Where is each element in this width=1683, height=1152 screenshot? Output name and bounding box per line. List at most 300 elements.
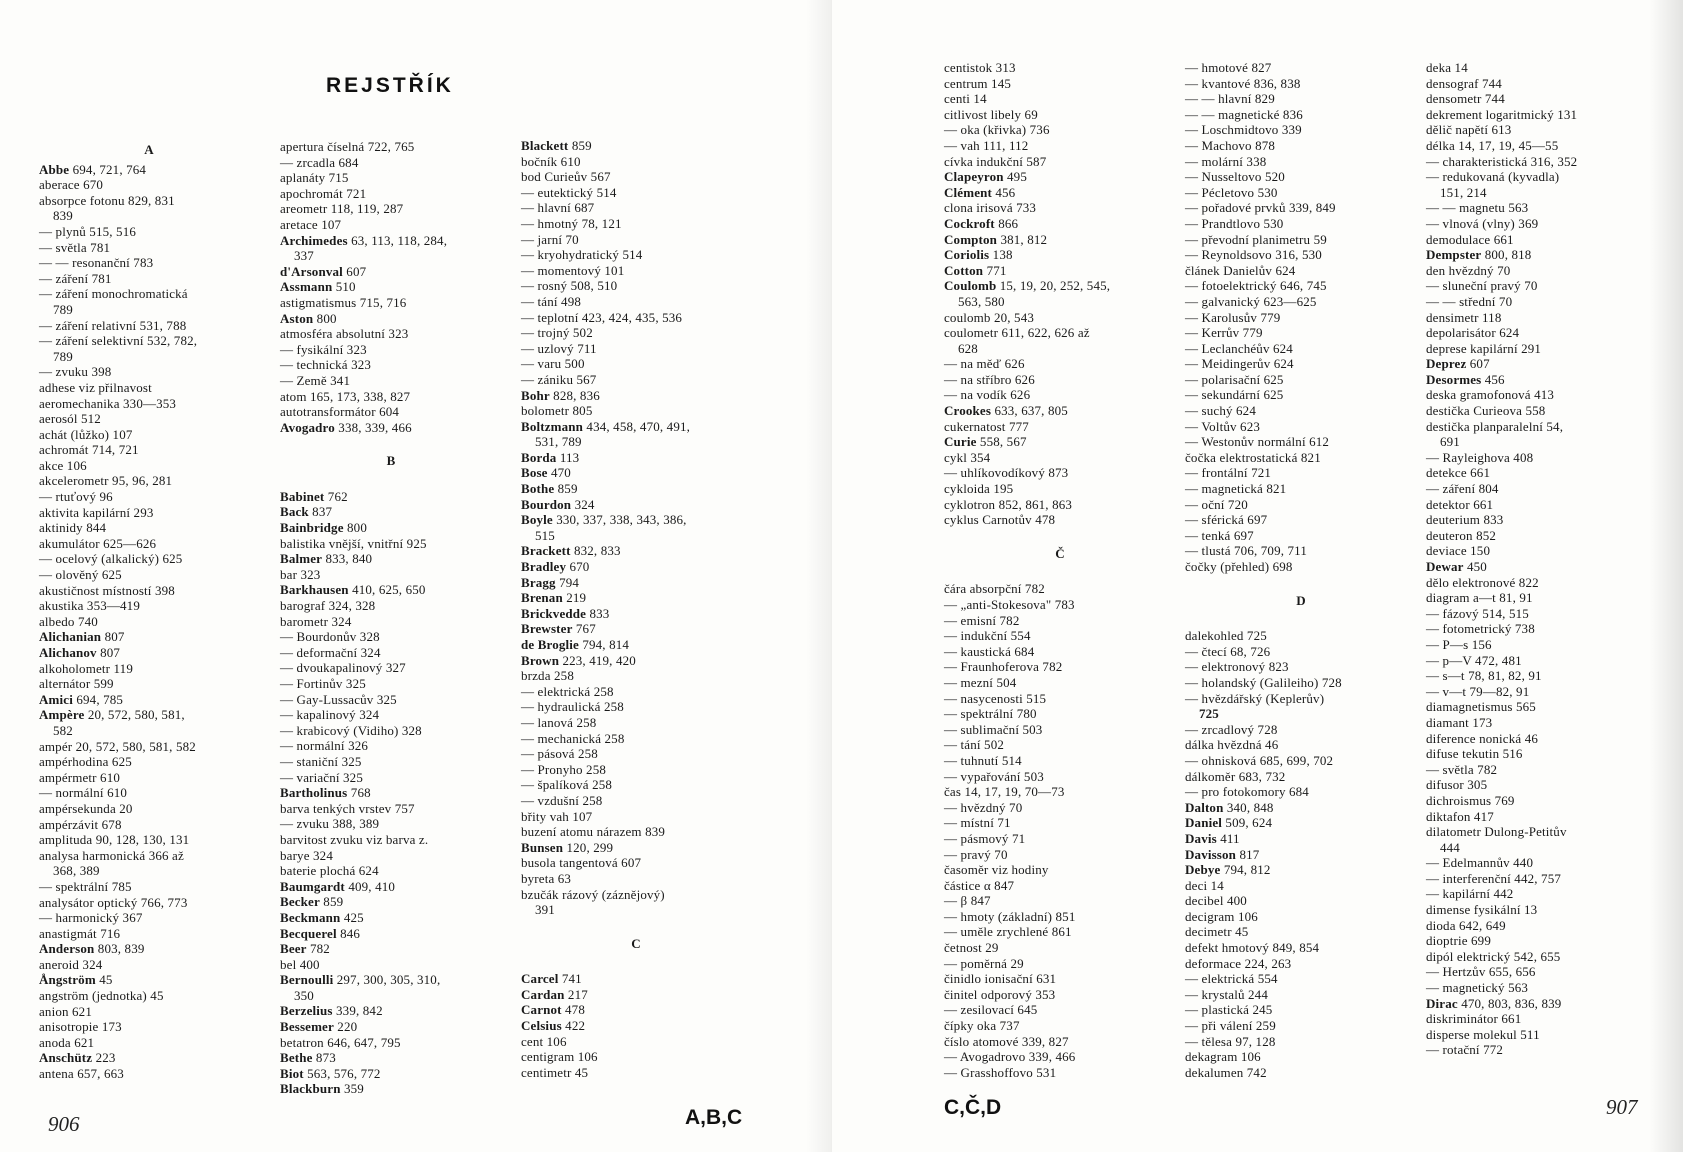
entry-name: Alichanian <box>39 629 102 645</box>
entry-name: Clément <box>944 184 992 200</box>
index-entry: — kaustická 684 <box>944 643 1035 659</box>
entry-pages: 434, 458, 470, 491, <box>583 418 691 434</box>
right-column-2 <box>1185 60 1417 1080</box>
index-entry: — — magnetu 563 <box>1426 200 1529 216</box>
index-entry: — „anti-Stokesova" 783 <box>944 597 1075 612</box>
index-entry: — — resonanční 783 <box>39 255 154 271</box>
entry-name: Celsius <box>521 1018 562 1034</box>
index-entry: — frontální 721 <box>1185 465 1272 481</box>
index-entry <box>39 707 259 723</box>
index-entry: — ohnisková 685, 699, 702 <box>1185 752 1334 768</box>
index-entry-continuation: 563, 580 <box>958 293 1005 309</box>
entry-pages: 782 <box>306 941 330 957</box>
index-entry: analysátor optický 766, 773 <box>39 894 188 910</box>
index-entry: cukernatost 777 <box>944 418 1029 434</box>
index-entry <box>521 575 751 591</box>
index-entry: anastigmát 716 <box>39 925 121 941</box>
entry-name: Davis <box>1185 830 1217 846</box>
index-entry: deka 14 <box>1426 60 1468 75</box>
entry-name: Aston <box>280 310 314 326</box>
index-entry <box>280 1066 502 1082</box>
entry-name: Daniel <box>1185 815 1223 831</box>
index-entry <box>944 278 1176 294</box>
index-entry <box>1426 996 1656 1012</box>
entry-name: Brown <box>521 652 560 668</box>
entry-pages: 425 <box>340 909 364 925</box>
index-entry: dálka hvězdná 46 <box>1185 737 1279 753</box>
index-entry <box>521 606 751 622</box>
entry-name: Amici <box>39 691 73 707</box>
entry-pages: 138 <box>989 247 1013 263</box>
entry-pages: 694, 785 <box>72 691 124 707</box>
spacer <box>944 565 1176 581</box>
index-entry <box>280 489 502 505</box>
index-entry: ampérhodina 625 <box>39 754 132 770</box>
index-entry: antena 657, 663 <box>39 1066 124 1082</box>
index-entry <box>280 279 502 295</box>
entry-name: Brackett <box>521 543 571 559</box>
index-entry: achromát 714, 721 <box>39 442 139 458</box>
index-entry: — staniční 325 <box>280 753 362 769</box>
index-entry: diference nonická 46 <box>1426 730 1539 746</box>
index-entry-continuation: 789 <box>53 301 73 317</box>
entry-pages: 817 <box>1236 846 1260 862</box>
entry-pages: 15, 19, 20, 252, 545, <box>996 278 1111 294</box>
index-entry <box>521 653 751 669</box>
index-entry: anion 621 <box>39 1003 92 1019</box>
index-entry <box>39 162 259 178</box>
entry-name: Boltzmann <box>521 418 584 434</box>
index-entry: čas 14, 17, 19, 70—73 <box>944 784 1065 800</box>
index-entry: bzučák rázový (záznějový) <box>521 886 665 902</box>
index-entry: — fázový 514, 515 <box>1426 605 1529 621</box>
index-title: REJSTŘÍK <box>326 74 454 97</box>
index-entry: amplituda 90, 128, 130, 131 <box>39 832 190 848</box>
entry-pages: 768 <box>347 785 371 801</box>
index-entry: — dvoukapalinový 327 <box>280 660 406 676</box>
entry-pages: 297, 300, 305, 310, <box>333 972 441 988</box>
index-entry: čočka elektrostatická 821 <box>1185 449 1321 465</box>
index-entry-continuation: 444 <box>1440 839 1460 855</box>
index-entry: aberace 670 <box>39 177 104 193</box>
index-entry: — plynů 515, 516 <box>39 223 137 239</box>
left-column-1 <box>39 140 259 1082</box>
index-entry: dimense fysikální 13 <box>1426 902 1538 918</box>
index-entry: aretace 107 <box>280 216 342 232</box>
entry-name: Bose <box>521 465 548 481</box>
index-entry: aneroid 324 <box>39 956 103 972</box>
index-entry: — světla 782 <box>1426 761 1498 777</box>
index-entry: — záření 804 <box>1426 481 1499 497</box>
index-entry: částice α 847 <box>944 877 1015 893</box>
index-entry: ampérzávit 678 <box>39 816 122 832</box>
index-entry: — Gay-Lussacův 325 <box>280 691 397 707</box>
index-entry: — olověný 625 <box>39 567 122 583</box>
spacer <box>1185 575 1417 591</box>
index-entry: čára absorpční 782 <box>944 581 1045 597</box>
index-entry: — zániku 567 <box>521 371 597 387</box>
entry-pages: 495 <box>1003 169 1027 185</box>
index-entry: akumulátor 625—626 <box>39 535 157 551</box>
entry-pages: 846 <box>336 925 361 941</box>
entry-name: Babinet <box>280 488 325 504</box>
index-entry: — hmoty (základní) 851 <box>944 908 1076 924</box>
index-entry: aktivita kapilární 293 <box>39 504 154 520</box>
entry-name: Crookes <box>944 403 992 419</box>
entry-pages: 324 <box>571 496 595 512</box>
index-entry: — světla 781 <box>39 239 111 255</box>
index-entry: — harmonický 367 <box>39 910 143 926</box>
entry-pages: 340, 848 <box>1223 799 1274 815</box>
index-entry: — fotometrický 738 <box>1426 621 1535 637</box>
index-entry: — pravý 70 <box>944 846 1008 862</box>
entry-pages: 410, 625, 650 <box>348 582 426 598</box>
entry-pages: 807 <box>96 645 121 660</box>
index-entry <box>521 971 751 987</box>
entry-name: Bunsen <box>521 839 564 855</box>
index-entry: atom 165, 173, 338, 827 <box>280 388 411 404</box>
index-entry: — rotační 772 <box>1426 1042 1504 1058</box>
index-entry: absorpce fotonu 829, 831 <box>39 192 175 208</box>
entry-pages: 670 <box>566 559 590 575</box>
index-entry: — fotoelektrický 646, 745 <box>1185 278 1327 294</box>
right-page <box>832 0 1683 1152</box>
entry-pages: 828, 836 <box>549 387 600 403</box>
index-entry <box>521 987 751 1003</box>
index-entry: — fysikální 323 <box>280 341 367 357</box>
index-entry: centigram 106 <box>521 1049 598 1065</box>
index-entry <box>1426 372 1656 388</box>
entry-pages: 217 <box>564 986 588 1002</box>
index-entry <box>944 185 1176 201</box>
entry-pages: 411 <box>1216 830 1240 846</box>
entry-pages: 767 <box>572 621 596 637</box>
index-entry: — hmotný 78, 121 <box>521 215 622 231</box>
index-entry <box>521 497 751 513</box>
entry-name: d'Arsonval <box>280 263 343 279</box>
index-entry <box>39 1050 259 1066</box>
index-entry <box>944 247 1176 263</box>
entry-pages: 866 <box>994 215 1019 231</box>
index-entry: bod Curieův 567 <box>521 169 611 185</box>
index-entry <box>280 972 502 988</box>
index-entry: — Reynoldsovo 316, 530 <box>1185 247 1322 263</box>
entry-pages: 563, 576, 772 <box>303 1065 381 1081</box>
entry-pages: 794, 814 <box>578 637 630 652</box>
index-entry: — Bourdonův 328 <box>280 629 380 645</box>
entry-pages: 633, 637, 805 <box>991 403 1068 419</box>
index-entry: centrum 145 <box>944 75 1011 91</box>
index-entry <box>521 543 751 559</box>
index-entry: — Karolusův 779 <box>1185 309 1281 325</box>
entry-name: Cotton <box>944 262 984 278</box>
index-entry: — uzlový 711 <box>521 340 597 356</box>
index-entry: coulomb 20, 543 <box>944 309 1034 325</box>
entry-name: Balmer <box>280 551 323 567</box>
index-entry-continuation: 515 <box>535 527 555 543</box>
index-entry: adhese viz přilnavost <box>39 379 152 395</box>
entry-name: Cockroft <box>944 215 995 231</box>
index-entry: ampér 20, 572, 580, 581, 582 <box>39 738 196 754</box>
entry-name: Blackett <box>521 138 569 153</box>
index-entry: — místní 71 <box>944 815 1011 831</box>
page-edge-shadow <box>1649 0 1683 1152</box>
index-entry: — Edelmannův 440 <box>1426 855 1534 871</box>
index-entry: demodulace 661 <box>1426 231 1514 247</box>
entry-name: Bourdon <box>521 496 572 512</box>
index-entry: deuteron 852 <box>1426 527 1497 543</box>
entry-pages: 20, 572, 580, 581, <box>84 707 185 723</box>
entry-pages: 832, 833 <box>570 543 621 559</box>
index-entry: destička planparalelní 54, <box>1426 418 1564 434</box>
entry-pages: 771 <box>983 262 1007 278</box>
index-entry-continuation: 391 <box>535 902 555 918</box>
right-column-3 <box>1426 60 1656 1058</box>
entry-pages: 509, 624 <box>1222 815 1273 831</box>
entry-pages: 456 <box>1481 371 1505 387</box>
entry-pages: 470, 803, 836, 839 <box>1457 995 1562 1011</box>
index-entry <box>280 1081 502 1097</box>
index-entry: alkoholometr 119 <box>39 660 133 676</box>
index-entry: — Leclanchéův 624 <box>1185 340 1293 356</box>
page-number-right: 907 <box>1606 1095 1638 1119</box>
entry-name: Becquerel <box>280 925 337 941</box>
entry-name: Dirac <box>1426 995 1458 1011</box>
index-entry: — Země 341 <box>280 372 351 388</box>
index-entry: cívka indukční 587 <box>944 153 1047 169</box>
index-entry: — převodní planimetru 59 <box>1185 231 1327 247</box>
index-entry: — ocelový (alkalický) 625 <box>39 551 183 567</box>
index-entry: den hvězdný 70 <box>1426 262 1511 278</box>
index-entry: — vlnová (vlny) 369 <box>1426 215 1539 231</box>
index-entry: cent 106 <box>521 1033 567 1049</box>
index-entry: — magnetický 563 <box>1426 980 1529 996</box>
index-entry: — zesilovací 645 <box>944 1002 1038 1018</box>
index-entry: anoda 621 <box>39 1034 95 1050</box>
index-entry: dioptrie 699 <box>1426 933 1491 949</box>
index-entry <box>280 910 502 926</box>
index-entry-continuation: 691 <box>1440 434 1460 450</box>
entry-pages: 794 <box>555 574 580 590</box>
entry-pages: 607 <box>342 263 367 279</box>
index-entry: — Rayleighova 408 <box>1426 449 1534 465</box>
index-entry <box>280 420 502 436</box>
index-entry: brzda 258 <box>521 668 574 684</box>
index-entry: difuse tekutin 516 <box>1426 746 1523 762</box>
index-entry: — deformační 324 <box>280 644 381 660</box>
index-entry: — polarisační 625 <box>1185 371 1284 387</box>
index-entry: — Avogadrovo 339, 466 <box>944 1049 1076 1065</box>
index-entry: dichroismus 769 <box>1426 792 1515 808</box>
index-entry <box>1185 847 1417 863</box>
index-entry <box>39 941 259 957</box>
entry-pages: 113 <box>556 449 580 465</box>
entry-name: Dempster <box>1426 247 1482 263</box>
entry-name: Blackburn <box>280 1081 341 1097</box>
index-entry: — Loschmidtovo 339 <box>1185 122 1302 138</box>
entry-name: Beer <box>280 941 307 957</box>
index-entry <box>521 138 751 154</box>
index-entry: délka 14, 17, 19, 45—55 <box>1426 137 1559 153</box>
entry-name: Anschütz <box>39 1050 93 1066</box>
index-entry: baterie plochá 624 <box>280 863 379 879</box>
left-page <box>0 0 832 1152</box>
index-entry <box>39 645 259 661</box>
index-entry: centistok 313 <box>944 60 1016 75</box>
index-entry: busola tangentová 607 <box>521 855 642 871</box>
entry-name: Ångström <box>39 972 96 988</box>
index-entry <box>280 311 502 327</box>
index-entry <box>521 450 751 466</box>
left-column-2 <box>280 139 502 1097</box>
index-entry: — elektrická 258 <box>521 683 614 699</box>
index-entry: — galvanický 623—625 <box>1185 293 1317 309</box>
entry-name: Berzelius <box>280 1003 333 1019</box>
index-entry: — Fortinův 325 <box>280 676 366 691</box>
index-entry-continuation: 582 <box>53 722 73 738</box>
index-entry: analysa harmonická 366 až <box>39 847 184 863</box>
index-entry: disperse molekul 511 <box>1426 1026 1540 1042</box>
index-entry <box>280 504 502 520</box>
index-entry <box>521 637 751 653</box>
index-entry: — jarní 70 <box>521 231 579 247</box>
entry-pages: 456 <box>991 184 1016 200</box>
index-entry <box>944 434 1176 450</box>
entry-name: Biot <box>280 1065 304 1081</box>
index-entry: deuterium 833 <box>1426 512 1504 528</box>
spacer <box>280 435 502 451</box>
index-entry: deska gramofonová 413 <box>1426 387 1555 403</box>
index-entry: článek Danielův 624 <box>1185 262 1296 278</box>
index-entry: — P—s 156 <box>1426 636 1492 652</box>
index-entry: aeromechanika 330—353 <box>39 395 177 411</box>
index-entry <box>1185 800 1417 816</box>
index-entry: bolometr 805 <box>521 403 593 419</box>
index-entry: — v—t 79—82, 91 <box>1426 683 1530 699</box>
index-entry: — — střední 70 <box>1426 293 1513 309</box>
spacer <box>521 955 751 971</box>
index-entry <box>944 403 1176 419</box>
index-entry: byreta 63 <box>521 870 572 886</box>
index-entry: ampérmetr 610 <box>39 769 121 785</box>
index-entry: — Voltův 623 <box>1185 418 1261 434</box>
index-entry: časoměr viz hodiny <box>944 862 1049 878</box>
index-entry: — normální 326 <box>280 738 369 754</box>
index-entry: deformace 224, 263 <box>1185 955 1292 971</box>
index-entry: akustičnost místností 398 <box>39 582 175 598</box>
entry-pages: 510 <box>332 279 356 295</box>
entry-pages: 558, 567 <box>976 434 1027 450</box>
index-entry <box>39 629 259 645</box>
entry-name: Archimedes <box>280 232 348 248</box>
spacer <box>1185 612 1417 628</box>
entry-name: Becker <box>280 894 320 910</box>
index-entry: dekalumen 742 <box>1185 1064 1267 1080</box>
index-entry: — hvězdný 70 <box>944 799 1023 815</box>
index-entry: centimetr 45 <box>521 1064 589 1080</box>
index-entry: — oční 720 <box>1185 496 1248 512</box>
index-entry: dělič napětí 613 <box>1426 122 1512 138</box>
index-entry: — pásová 258 <box>521 746 598 762</box>
index-entry <box>280 233 502 249</box>
entry-pages: 63, 113, 118, 284, <box>347 232 448 248</box>
entry-name: Curie <box>944 434 977 450</box>
index-entry: břity vah 107 <box>521 808 593 824</box>
entry-name: Back <box>280 504 309 520</box>
index-entry: apertura číselná 722, 765 <box>280 139 415 154</box>
index-entry <box>521 419 751 435</box>
index-entry: diamagnetismus 565 <box>1426 699 1536 715</box>
index-entry <box>521 465 751 481</box>
index-entry <box>280 785 502 801</box>
index-entry: areometr 118, 119, 287 <box>280 201 404 217</box>
index-entry: barye 324 <box>280 847 333 863</box>
index-entry: dalekohled 725 <box>1185 628 1267 644</box>
index-entry: — zrcadlový 728 <box>1185 721 1278 737</box>
index-entry: — krystalů 244 <box>1185 986 1268 1002</box>
entry-name: Bethe <box>280 1050 313 1066</box>
entry-name: Alichanov <box>39 645 97 660</box>
index-entry: — čtecí 68, 726 <box>1185 643 1271 659</box>
index-entry: — redukovaná (kyvadla) <box>1426 169 1560 185</box>
entry-name: Bragg <box>521 574 556 590</box>
entry-name: Bernoulli <box>280 972 334 988</box>
index-entry: — normální 610 <box>39 785 128 801</box>
index-entry: bočník 610 <box>521 153 581 169</box>
entry-pages: 694, 721, 764 <box>69 161 147 177</box>
index-entry: dioda 642, 649 <box>1426 917 1506 933</box>
entry-name: Coulomb <box>944 278 997 294</box>
entry-name: Bainbridge <box>280 520 344 536</box>
index-entry: — kryohydratický 514 <box>521 247 643 263</box>
index-entry: — záření relativní 531, 788 <box>39 317 187 333</box>
index-entry: buzení atomu nárazem 839 <box>521 824 666 840</box>
index-entry: — hmotové 827 <box>1185 60 1272 75</box>
index-entry <box>521 840 751 856</box>
index-entry <box>521 1002 751 1018</box>
entry-name: Bartholinus <box>280 785 348 801</box>
index-entry: barvitost zvuku viz barva z. <box>280 831 429 847</box>
entry-name: Bohr <box>521 387 550 403</box>
index-entry: — plastická 245 <box>1185 1002 1273 1018</box>
entry-pages: 223, 419, 420 <box>559 652 636 668</box>
letter-heading: A <box>144 142 154 157</box>
index-entry: aktinidy 844 <box>39 520 107 536</box>
index-entry: — momentový 101 <box>521 262 625 278</box>
index-entry: cyklus Carnotův 478 <box>944 512 1056 528</box>
entry-pages: 478 <box>561 1002 585 1018</box>
index-entry: — magnetická 821 <box>1185 481 1287 497</box>
index-entry: — tenká 697 <box>1185 527 1254 543</box>
index-entry: autotransformátor 604 <box>280 404 400 420</box>
index-entry: difusor 305 <box>1426 777 1488 793</box>
index-entry <box>280 1003 502 1019</box>
index-entry: — Prandtlovo 530 <box>1185 215 1284 231</box>
index-entry <box>521 388 751 404</box>
spacer <box>521 918 751 934</box>
index-entry <box>280 1050 502 1066</box>
index-entry: aplanáty 715 <box>280 170 349 186</box>
index-entry: decimetr 45 <box>1185 924 1249 940</box>
index-entry: bel 400 <box>280 956 320 972</box>
index-entry: balistika vnější, vnitřní 925 <box>280 535 427 551</box>
entry-name: Coriolis <box>944 247 990 263</box>
entry-name: Beckmann <box>280 909 341 925</box>
index-entry: citlivost libely 69 <box>944 106 1038 122</box>
index-entry: — špalíková 258 <box>521 777 613 793</box>
index-entry <box>1426 247 1656 263</box>
index-entry: — variační 325 <box>280 769 363 785</box>
